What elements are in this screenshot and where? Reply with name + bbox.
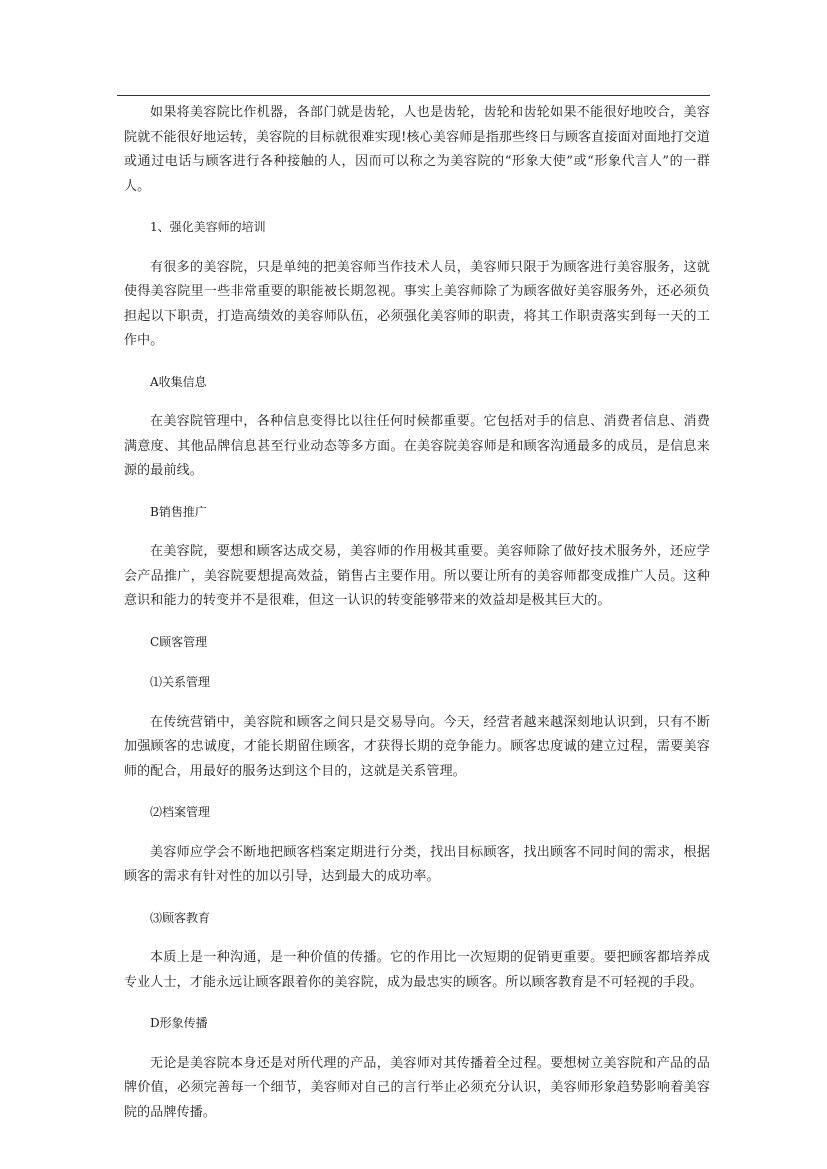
subheading-customer-education: ⑶顾客教育: [150, 910, 211, 925]
subheading-relationship-management: ⑴关系管理: [150, 675, 211, 689]
section-heading-training: 1、强化美容师的培训: [150, 220, 266, 234]
collect-info-paragraph: 在美容院管理中，各种信息变得比以往任何时候都重要。它包括对手的信息、消费者信息、消费满意度、其他品牌信息甚至行业动态等多方面。在美容院美容师是和顾客沟通最多的成员，是信息来源的最前线。: [124, 414, 710, 478]
subheading-customer-management: C顾客管理: [150, 634, 208, 649]
archive-management-paragraph: 美容师应学会不断地把顾客档案定期进行分类，找出目标顾客，找出顾客不同时间的需求，根据顾客的需求有针对性的加以引导，达到最大的成功率。: [124, 844, 710, 884]
subheading-collect-info: A收集信息: [150, 374, 207, 389]
subheading-image-communication: D形象传播: [150, 1016, 208, 1030]
sales-promotion-paragraph: 在美容院，要想和顾客达成交易，美容师的作用极其重要。美容师除了做好技术服务外，还应学会产品推广，美容院要想提高效益，销售占主要作用。所以要让所有的美容师都变成推广人员。这种意识和能力的转变并不是很难，但这一认识的转变能够带来的效益却是极其巨大的。: [124, 544, 710, 608]
image-communication-paragraph: 无论是美容院本身还是对所代理的产品，美容师对其传播着全过程。要想树立美容院和产品的品牌价值，必须完善每一个细节，美容师对自己的言行举止必须充分认识，美容师形象趋势影响着美容院的品牌传播。: [124, 1055, 710, 1120]
relationship-management-paragraph: 在传统营销中，美容院和顾客之间只是交易导向。今天，经营者越来越深刻地认识到，只有不断加强顾客的忠诚度，才能长期留住顾客，才获得长期的竞争能力。顾客忠度诚的建立过程，需要美容师的配合，用最好的服务达到这个目的，这就是关系管理。: [124, 714, 710, 779]
subheading-sales-promotion: B销售推广: [150, 504, 207, 519]
subheading-archive-management: ⑵档案管理: [150, 805, 211, 819]
header-rule: [117, 95, 710, 96]
document-body: [124, 101, 710, 1125]
training-paragraph: 有很多的美容院，只是单纯的把美容师当作技术人员，美容师只限于为顾客进行美容服务，这就使得美容院里一些非常重要的职能被长期忽视。事实上美容师除了为顾客做好美容服务外，还必须负担起以下职责，打造高绩效的美容师队伍，必须强化美容师的职责，将其工作职责落实到每一天的工作中。: [124, 259, 710, 348]
intro-paragraph: 如果将美容院比作机器，各部门就是齿轮，人也是齿轮，齿轮和齿轮如果不能很好地咬合，美容院就不能很好地运转，美容院的目标就很难实现!核心美容师是指那些终日与顾客直接面对面地打交道或通过电话与顾客进行各种接触的人，因而可以称之为美容院的“形象大使”或“形象代言人”的一群人。: [124, 105, 710, 194]
customer-education-paragraph: 本质上是一种沟通，是一种价值的传播。它的作用比一次短期的促销更重要。要把顾客都培养成专业人士，才能永远让顾客跟着你的美容院，成为最忠实的顾客。所以顾客教育是不可轻视的手段。: [124, 950, 710, 990]
